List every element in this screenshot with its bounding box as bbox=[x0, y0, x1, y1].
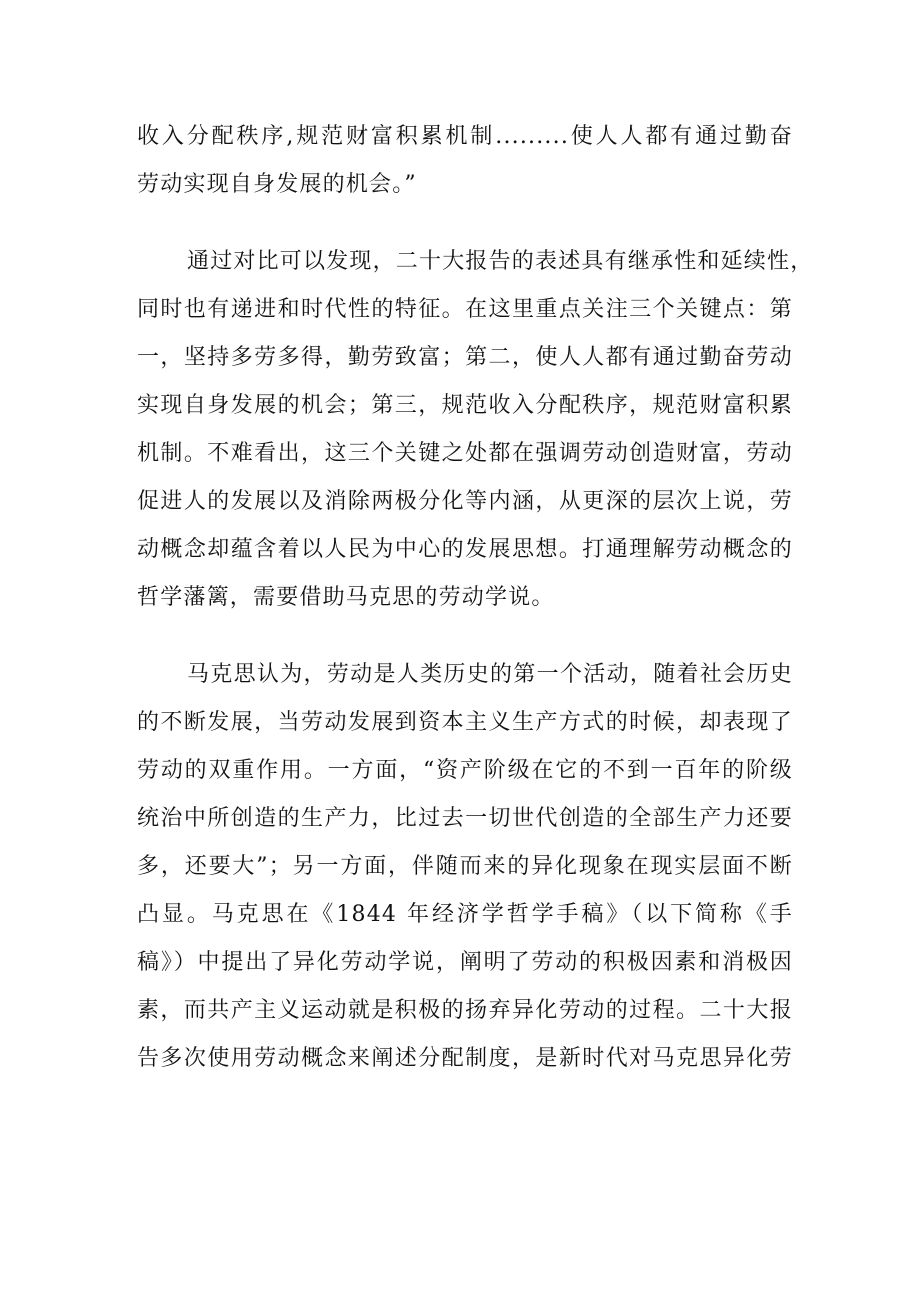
text-line: 实现自身发展的机会；第三，规范收入分配秩序，规范财富积累 bbox=[137, 393, 793, 418]
text-line: 促进人的发展以及消除两极分化等内涵，从更深的层次上说，劳 bbox=[137, 489, 793, 514]
text-line: 马克思认为，劳动是人类历史的第一个活动，随着社会历史 bbox=[187, 662, 793, 687]
text-line: 收入分配秩序,规范财富积累机制.........使人人都有通过勤奋 bbox=[137, 124, 793, 149]
text-line: 多，还要大”；另一方面，伴随而来的异化现象在现实层面不断 bbox=[137, 854, 793, 879]
document-body bbox=[137, 113, 814, 1083]
text-line: 统治中所创造的生产力，比过去一切世代创造的全部生产力还要 bbox=[137, 806, 793, 831]
text-line: 机制。不难看出，这三个关键之处都在强调劳动创造财富，劳动 bbox=[137, 441, 793, 466]
text-line: 素，而共产主义运动就是积极的扬弃异化劳动的过程。二十大报 bbox=[137, 998, 793, 1023]
paragraph-comparison bbox=[137, 238, 814, 622]
paragraph-quote-end bbox=[137, 113, 793, 209]
text-line: 的不断发展，当劳动发展到资本主义生产方式的时候，却表现了 bbox=[137, 710, 793, 735]
paragraph-marx bbox=[137, 651, 793, 1083]
text-line: 同时也有递进和时代性的特征。在这里重点关注三个关键点：第 bbox=[137, 297, 793, 322]
text-line: 劳动实现自身发展的机会。” bbox=[137, 172, 417, 197]
text-line: 劳动的双重作用。一方面，“资产阶级在它的不到一百年的阶级 bbox=[137, 758, 793, 783]
text-line: 动概念却蕴含着以人民为中心的发展思想。打通理解劳动概念的 bbox=[137, 537, 793, 562]
text-line: 哲学藩篱，需要借助马克思的劳动学说。 bbox=[137, 585, 555, 610]
text-line: 通过对比可以发现，二十大报告的表述具有继承性和延续性， bbox=[187, 249, 814, 274]
text-line: 凸显。马克思在《1844 年经济学哲学手稿》（以下简称《手 bbox=[137, 902, 793, 927]
text-line: 一，坚持多劳多得，勤劳致富；第二，使人人都有通过勤奋劳动 bbox=[137, 345, 793, 370]
text-line: 稿》）中提出了异化劳动学说，阐明了劳动的积极因素和消极因 bbox=[137, 950, 793, 975]
text-line: 告多次使用劳动概念来阐述分配制度，是新时代对马克思异化劳 bbox=[137, 1046, 793, 1071]
